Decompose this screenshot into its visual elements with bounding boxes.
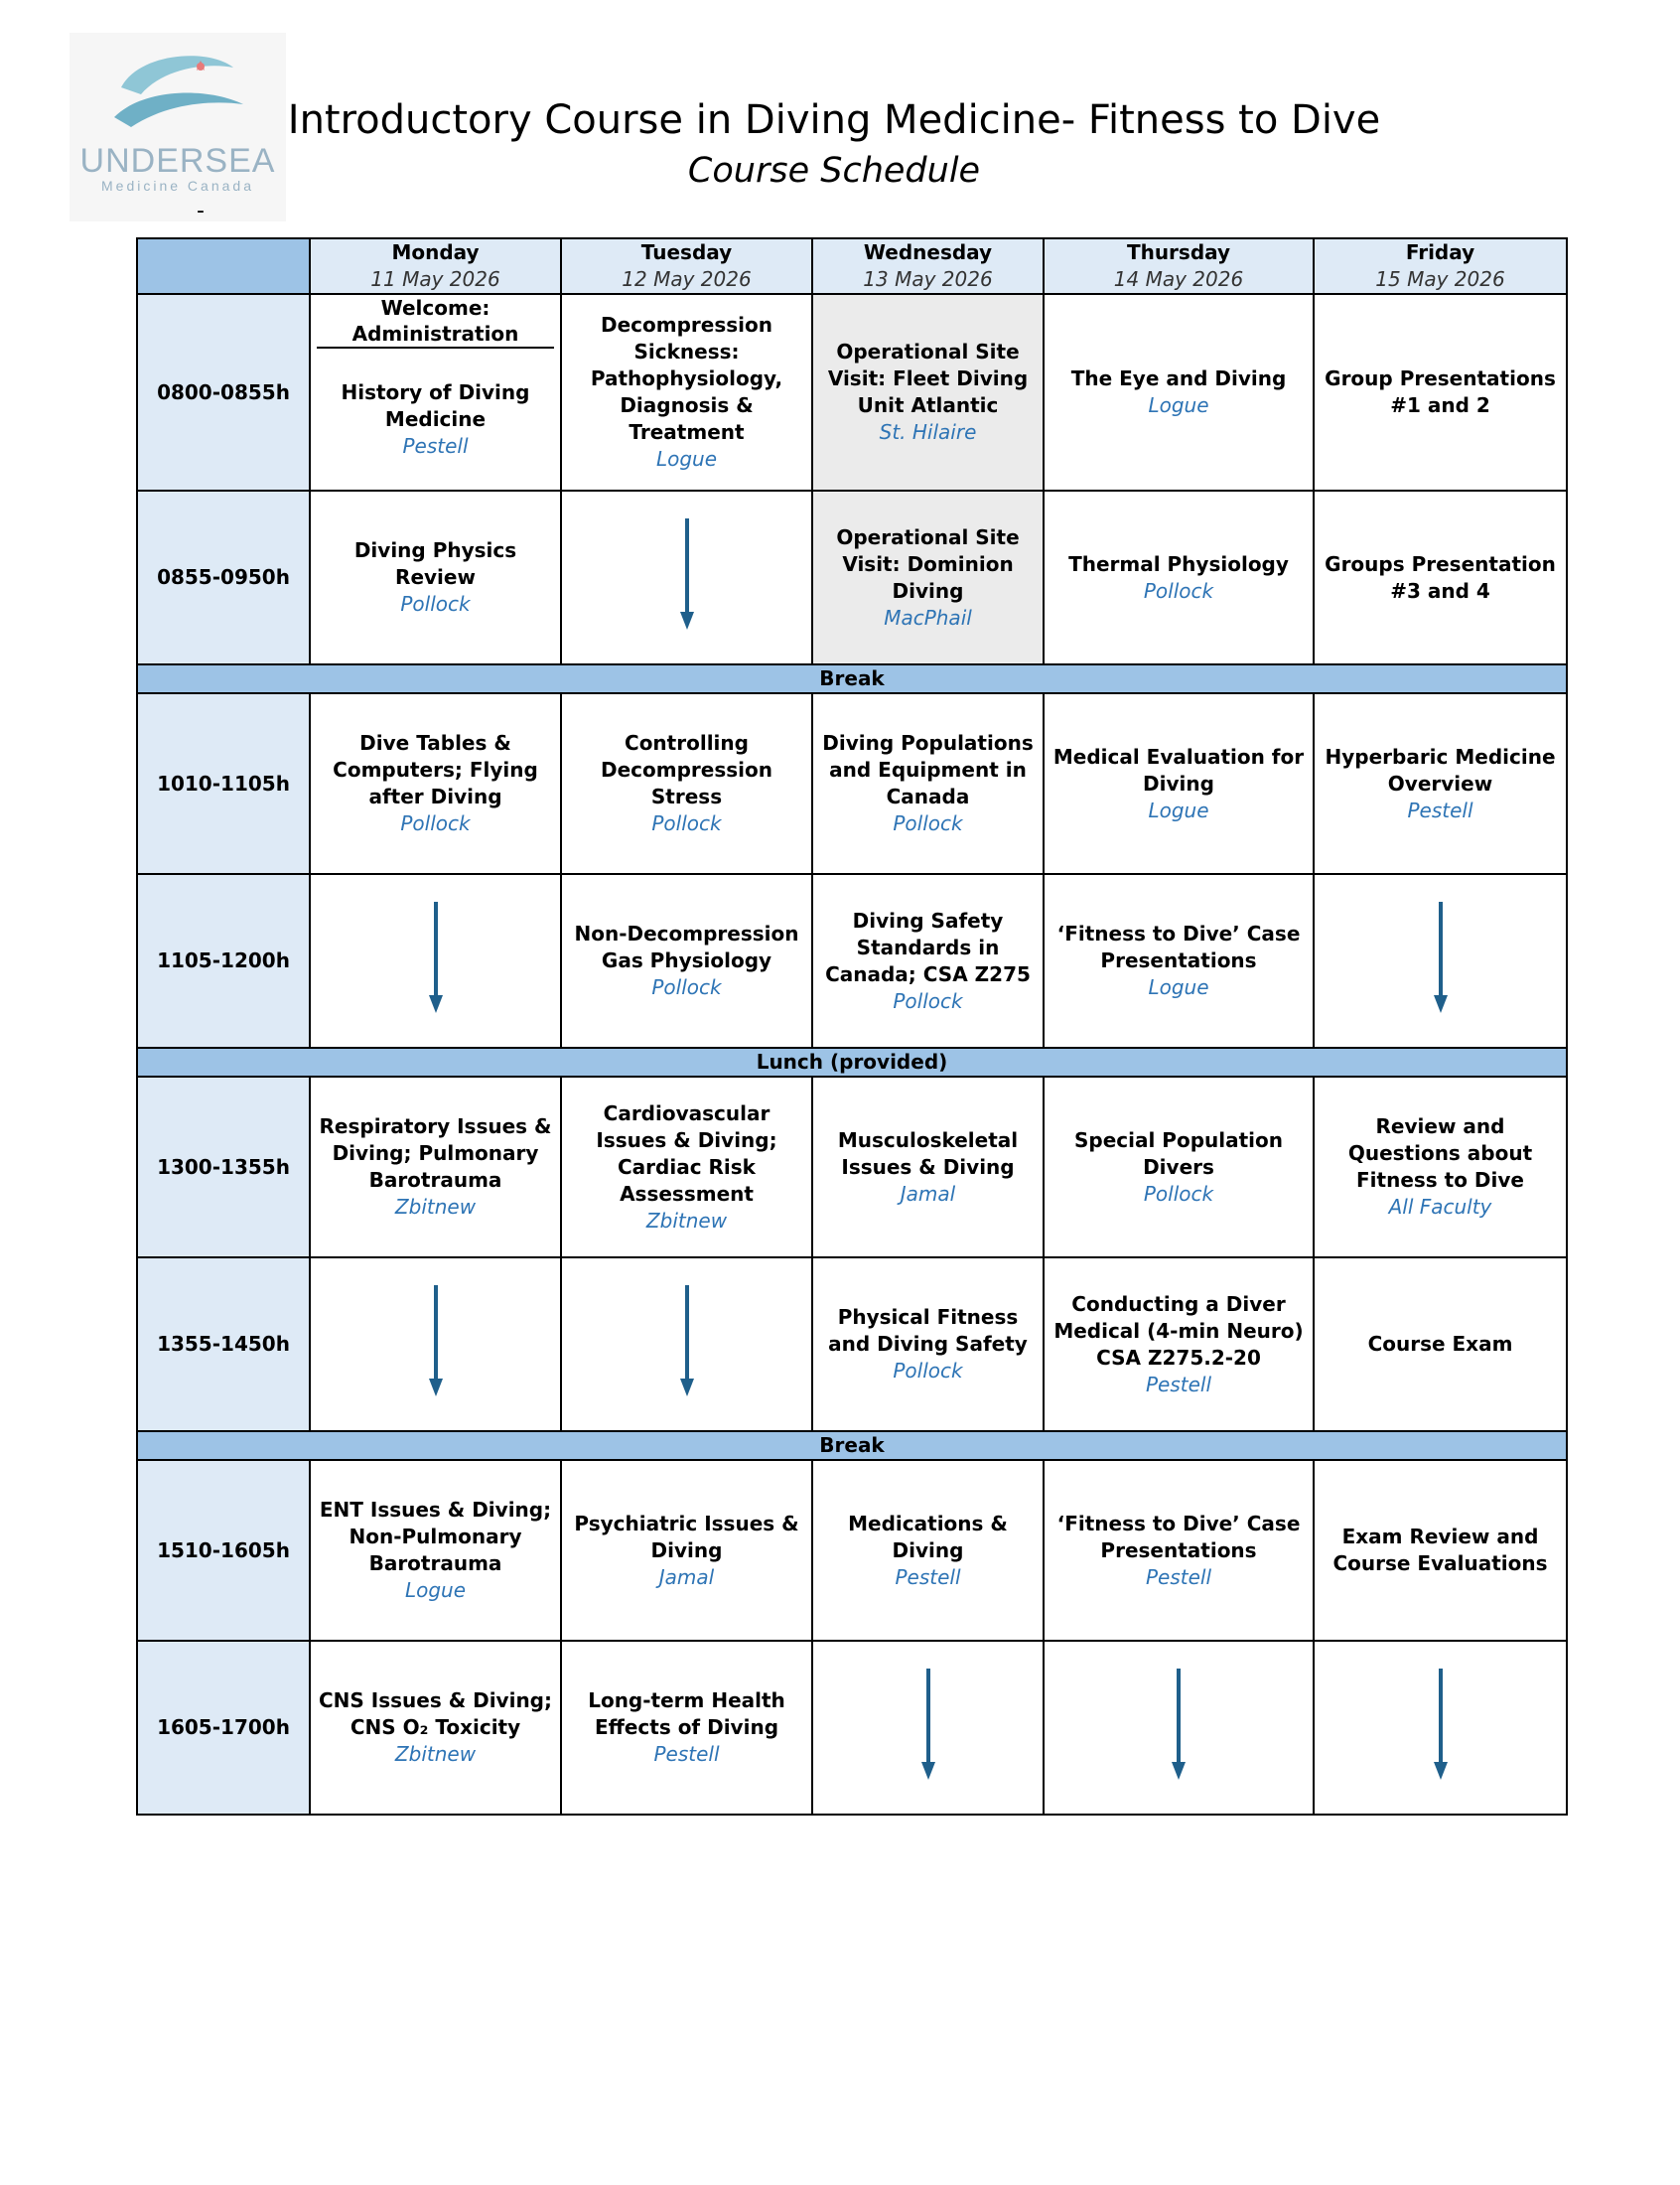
continuation-cell [1044, 1641, 1314, 1815]
wave-logo-icon [70, 33, 286, 142]
session-title: Special Population Divers [1073, 1127, 1283, 1179]
session-speaker: Logue [1148, 798, 1209, 822]
session-speaker: St. Hilaire [879, 420, 977, 444]
day-header-thursday: Thursday 14 May 2026 [1044, 238, 1314, 294]
session-speaker: Logue [404, 1578, 467, 1602]
session-speaker: Zbitnew [394, 1195, 477, 1219]
session-title: The Eye and Diving [1070, 366, 1287, 390]
continuation-cell [1314, 874, 1567, 1048]
session-cell [561, 1077, 812, 1257]
session-title: Group Presentations #1 and 2 [1325, 366, 1556, 417]
session-title: Conducting a Diver Medical (4-min Neuro) CSA Z275.2-20 [1053, 1291, 1304, 1370]
lunch-row [137, 1048, 1567, 1077]
session-title: Long-term Health Effects of Diving [588, 1688, 785, 1739]
session-title: Cardiovascular Issues & Diving; Cardiac Risk Assessment [596, 1100, 777, 1206]
session-speaker: Logue [1148, 393, 1209, 417]
session-title: Dive Tables & Computers; Flying after Diving [333, 731, 538, 808]
continuation-cell [561, 1257, 812, 1431]
session-speaker: Pollock [400, 811, 471, 835]
session-speaker: Jamal [658, 1564, 715, 1589]
site-visit-cell [812, 294, 1044, 491]
session-cell [1044, 294, 1314, 491]
session-speaker: Pollock [1143, 1181, 1214, 1206]
session-speaker: Pollock [1143, 578, 1214, 603]
session-speaker: Zbitnew [645, 1208, 728, 1233]
down-arrow-icon [426, 902, 446, 1013]
session-speaker: Pollock [651, 811, 722, 835]
time-slot: 0855-0950h [137, 491, 310, 664]
session-cell [1314, 294, 1567, 491]
session-title: Diving Physics Review [353, 538, 517, 589]
session-title: Controlling Decompression Stress [601, 731, 772, 808]
session-cell [561, 874, 812, 1048]
session-title: Hyperbaric Medicine Overview [1325, 744, 1556, 796]
continuation-cell [561, 491, 812, 664]
time-row [137, 491, 1567, 664]
time-slot: 0800-0855h [137, 294, 310, 491]
session-cell [1314, 1257, 1567, 1431]
session-title: Groups Presentation #3 and 4 [1325, 551, 1556, 603]
session-cell [561, 1460, 812, 1641]
session-title: Operational Site Visit: Fleet Diving Unit Atlantic [827, 340, 1029, 417]
down-arrow-icon [426, 1285, 446, 1396]
session-cell [561, 294, 812, 491]
session-title: History of Diving Medicine [341, 379, 530, 431]
down-arrow-icon [1169, 1669, 1189, 1780]
session-cell [812, 1077, 1044, 1257]
session-cell [1314, 693, 1567, 874]
session-speaker: Pollock [651, 975, 722, 999]
session-cell [1314, 1077, 1567, 1257]
day-header-wednesday: Wednesday 13 May 2026 [812, 238, 1044, 294]
day-header-friday: Friday 15 May 2026 [1314, 238, 1567, 294]
session-cell [1314, 1460, 1567, 1641]
break-row [137, 664, 1567, 693]
site-visit-cell [812, 491, 1044, 664]
session-cell [1044, 874, 1314, 1048]
session-speaker: Pestell [402, 433, 469, 458]
session-speaker: Logue [655, 447, 718, 471]
session-cell [310, 1641, 561, 1815]
lunch-label: Lunch (provided) [137, 1048, 1567, 1077]
session-title: Musculoskeletal Issues & Diving [837, 1127, 1019, 1179]
day-header-tuesday: Tuesday 12 May 2026 [561, 238, 812, 294]
session-title: Thermal Physiology [1068, 551, 1289, 576]
session-cell [812, 874, 1044, 1048]
session-cell [561, 1641, 812, 1815]
down-arrow-icon [1431, 1669, 1451, 1780]
page-title: Introductory Course in Diving Medicine- Fitness to Dive [287, 97, 1381, 143]
session-cell [812, 693, 1044, 874]
session-speaker: Pestell [1407, 798, 1473, 822]
time-row [137, 1641, 1567, 1815]
time-row [137, 1077, 1567, 1257]
continuation-cell [310, 874, 561, 1048]
session-cell [310, 1460, 561, 1641]
session-cell [561, 693, 812, 874]
session-cell [1314, 491, 1567, 664]
time-slot: 1605-1700h [137, 1641, 310, 1815]
welcome-session: Welcome: Administration [317, 295, 554, 349]
session-speaker: Pollock [893, 811, 963, 835]
session-cell [1044, 1460, 1314, 1641]
time-slot: 1105-1200h [137, 874, 310, 1048]
session-title: Non-Decompression Gas Physiology [574, 922, 799, 972]
continuation-cell [1314, 1641, 1567, 1815]
logo-subtitle: Medicine Canada [101, 178, 254, 194]
session-speaker: MacPhail [884, 605, 972, 630]
time-row [137, 294, 1567, 491]
session-title: ‘Fitness to Dive’ Case Presentations [1056, 922, 1301, 972]
continuation-cell [310, 1257, 561, 1431]
down-arrow-icon [918, 1669, 938, 1780]
session-speaker: Pollock [893, 1359, 963, 1383]
logo-name: UNDERSEA [79, 142, 276, 180]
logo [70, 33, 286, 221]
session-cell [1044, 491, 1314, 664]
session-title: CNS Issues & Diving; CNS O₂ Toxicity [318, 1688, 552, 1739]
session-title: Review and Questions about Fitness to Dive [1347, 1114, 1533, 1192]
continuation-cell [812, 1641, 1044, 1815]
session-title: Psychiatric Issues & Diving [574, 1511, 799, 1562]
session-speaker: Pestell [1145, 1564, 1212, 1589]
session-title: Decompression Sickness: Pathophysiology, Diagnosis & Treatment [590, 313, 783, 444]
session-speaker: Pollock [893, 988, 963, 1013]
session-title: Exam Review and Course Evaluations [1332, 1525, 1548, 1575]
session-cell [812, 1257, 1044, 1431]
time-slot: 1355-1450h [137, 1257, 310, 1431]
day-header-monday: Monday 11 May 2026 [310, 238, 561, 294]
session-cell [1044, 1077, 1314, 1257]
session-block [317, 349, 554, 490]
session-title: Medical Evaluation for Diving [1052, 744, 1305, 796]
time-slot: 1300-1355h [137, 1077, 310, 1257]
session-title: Operational Site Visit: Dominion Diving [836, 524, 1020, 603]
session-speaker: Pestell [653, 1742, 720, 1766]
session-cell [812, 1460, 1044, 1641]
session-speaker: Pestell [895, 1564, 961, 1589]
time-row [137, 874, 1567, 1048]
down-arrow-icon [677, 1285, 697, 1396]
down-arrow-icon [677, 518, 697, 630]
session-title: Physical Fitness and Diving Safety [828, 1305, 1028, 1356]
session-speaker: Zbitnew [394, 1742, 477, 1766]
session-cell [1044, 1257, 1314, 1431]
time-row [137, 1257, 1567, 1431]
dash-mark: - [197, 199, 205, 223]
session-title: Medications & Diving [848, 1511, 1008, 1562]
session-title: Diving Populations and Equipment in Canada [822, 731, 1034, 808]
session-cell [1044, 693, 1314, 874]
session-speaker: Logue [1148, 975, 1209, 999]
session-cell [310, 1077, 561, 1257]
session-cell [310, 294, 561, 491]
session-title: Respiratory Issues & Diving; Pulmonary Barotrauma [319, 1114, 552, 1192]
break-label: Break [137, 664, 1567, 693]
time-slot: 1510-1605h [137, 1460, 310, 1641]
day-header-row [137, 238, 1567, 294]
break-row [137, 1431, 1567, 1460]
corner-cell [137, 238, 310, 294]
session-title: ‘Fitness to Dive’ Case Presentations [1056, 1511, 1301, 1562]
session-speaker: Jamal [900, 1181, 956, 1206]
time-slot: 1010-1105h [137, 693, 310, 874]
time-row [137, 1460, 1567, 1641]
session-cell [310, 491, 561, 664]
session-title: Diving Safety Standards in Canada; CSA Z275 [825, 908, 1031, 986]
page-subtitle: Course Schedule [687, 151, 981, 191]
session-speaker: Pestell [1145, 1372, 1212, 1396]
break-label: Break [137, 1431, 1567, 1460]
session-title: ENT Issues & Diving; Non-Pulmonary Barotrauma [319, 1498, 552, 1575]
session-speaker: Pollock [400, 592, 471, 616]
time-row [137, 693, 1567, 874]
down-arrow-icon [1431, 902, 1451, 1013]
session-cell [310, 693, 561, 874]
session-title: Course Exam [1367, 1332, 1513, 1356]
schedule-table [136, 237, 1568, 1816]
session-speaker: All Faculty [1388, 1195, 1492, 1219]
